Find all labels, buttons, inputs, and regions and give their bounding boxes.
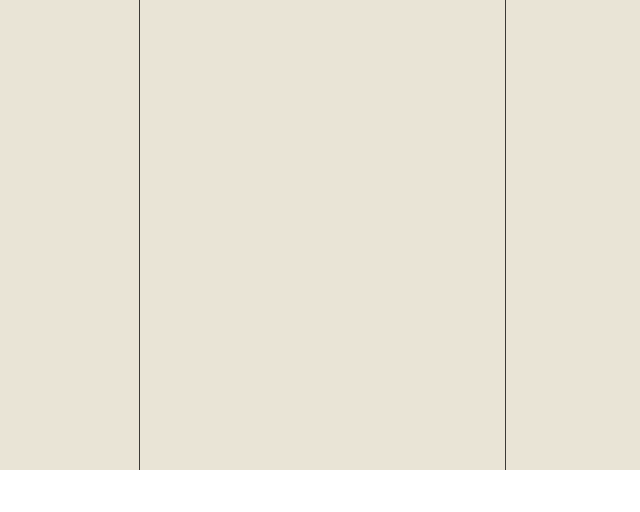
image-bottom-margin — [0, 470, 640, 512]
column-rule-left — [139, 0, 140, 470]
column-rule-right — [505, 0, 506, 470]
